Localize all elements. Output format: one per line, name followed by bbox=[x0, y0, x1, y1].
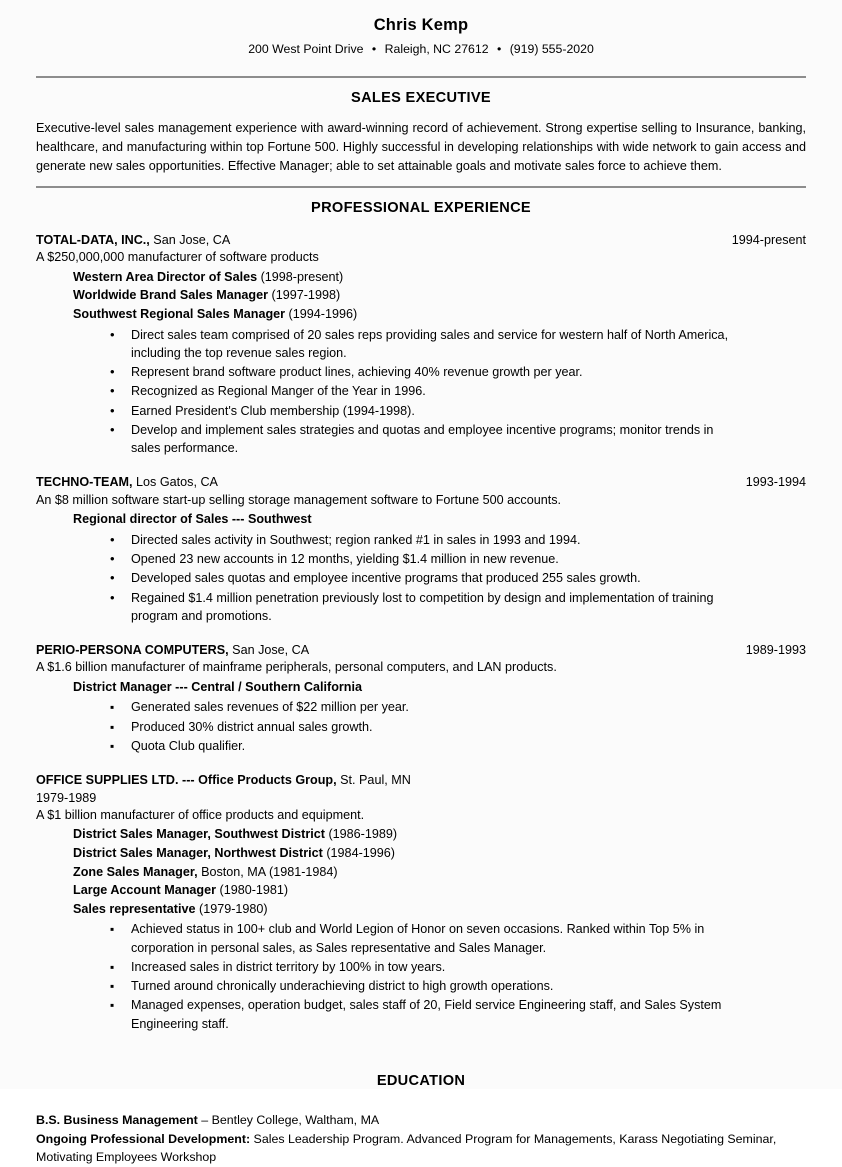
job-title-years: (1986-1989) bbox=[324, 827, 398, 842]
achievement-item: ▪ Turned around chronically underachieving district to high growth operations. bbox=[36, 977, 806, 995]
job-title: Southwest Regional Sales Manager bbox=[73, 307, 286, 322]
contact-phone: (919) 555-2020 bbox=[509, 41, 594, 56]
employer-description: A $1.6 billion manufacturer of mainframe peripherals, personal computers, and LAN products. bbox=[36, 660, 557, 675]
contact-city-state-zip: Raleigh, NC 27612 bbox=[384, 41, 489, 56]
job-title-list bbox=[36, 678, 806, 697]
job-title: Regional director of Sales --- Southwest bbox=[73, 512, 312, 527]
experience-entry-header bbox=[36, 642, 806, 659]
employment-dates: 1989-1993 bbox=[745, 643, 806, 658]
job-title-item bbox=[73, 844, 806, 863]
job-title-years: Boston, MA (1981-1984) bbox=[197, 864, 338, 879]
section-title-education: EDUCATION bbox=[376, 1072, 466, 1089]
employment-dates-secondary: 1979-1989 bbox=[36, 790, 97, 805]
summary-divider bbox=[36, 186, 806, 188]
achievement-item: • Develop and implement sales strategies and quotas and employee incentive programs; monitor trends in sales performance. bbox=[36, 421, 806, 458]
employer-location: San Jose, CA bbox=[149, 233, 231, 248]
employer-description: A $1 billion manufacturer of office products and equipment. bbox=[36, 807, 365, 822]
section-title-experience: PROFESSIONAL EXPERIENCE bbox=[311, 200, 531, 217]
education-label: Ongoing Professional Development: bbox=[36, 1131, 251, 1146]
education-list bbox=[36, 1111, 806, 1167]
job-title-item bbox=[73, 881, 806, 900]
summary-paragraph: Executive-level sales management experience with award-winning record of achievement. Strong expertise selling to Insurance, banking, healthcare, and manufacturing within top Fortune 500. Highly successful in developing relationships with wide network to gain access and generate new sales opportunities. Effective Manager; able to set attainable goals and motivate sales force to achieve them. bbox=[36, 120, 806, 173]
experience-list bbox=[36, 232, 806, 1033]
employment-dates: 1994-present bbox=[731, 233, 806, 248]
employer-description: An $8 million software start-up selling storage management software to Fortune 500 accounts. bbox=[36, 492, 562, 507]
employer-name: TECHNO-TEAM, bbox=[36, 475, 133, 490]
job-title-list bbox=[36, 268, 806, 324]
job-title: Sales representative bbox=[73, 901, 196, 916]
education-detail: – Bentley College, Waltham, MA bbox=[197, 1112, 380, 1127]
achievement-item: • Represent brand software product lines, achieving 40% revenue growth per year. bbox=[36, 363, 806, 381]
achievement-item: ▪ Managed expenses, operation budget, sales staff of 20, Field service Engineering staff, and Sales System Engineering staff. bbox=[36, 996, 806, 1033]
employer-name: TOTAL-DATA, INC., bbox=[36, 233, 150, 248]
contact-address: 200 West Point Drive bbox=[248, 41, 364, 56]
education-label: B.S. Business Management bbox=[36, 1112, 198, 1127]
education-item bbox=[36, 1130, 806, 1167]
education-item bbox=[36, 1111, 806, 1130]
candidate-name: Chris Kemp bbox=[373, 16, 469, 34]
headline-title: SALES EXECUTIVE bbox=[351, 89, 491, 106]
job-title-years: (1998-present) bbox=[257, 269, 344, 284]
achievement-list bbox=[36, 531, 806, 625]
achievement-item: ▪ Quota Club qualifier. bbox=[36, 737, 806, 755]
job-title: Worldwide Brand Sales Manager bbox=[73, 288, 269, 303]
job-title: Large Account Manager bbox=[73, 883, 216, 898]
employer-name: OFFICE SUPPLIES LTD. --- Office Products Group, bbox=[36, 773, 337, 788]
job-title-item bbox=[73, 863, 806, 882]
job-title-item bbox=[73, 510, 806, 529]
achievement-item: • Regained $1.4 million penetration previously lost to competition by design and implementation of training program and promotions. bbox=[36, 589, 806, 626]
achievement-list bbox=[36, 920, 806, 1033]
job-title-item bbox=[73, 286, 806, 305]
job-title-years: (1994-1996) bbox=[285, 307, 358, 322]
employment-dates: 1993-1994 bbox=[745, 475, 806, 490]
job-title-years: (1997-1998) bbox=[268, 288, 341, 303]
achievement-item: • Recognized as Regional Manger of the Year in 1996. bbox=[36, 382, 806, 400]
employer-location: San Jose, CA bbox=[228, 643, 310, 658]
achievement-item: • Earned President's Club membership (1994-1998). bbox=[36, 402, 806, 420]
education-detail: Sales Leadership Program. Advanced Program for Managements, Karass Negotiating Seminar, Motivating Employees Workshop bbox=[36, 1131, 777, 1165]
employer-line bbox=[36, 474, 746, 491]
job-title-item bbox=[73, 825, 806, 844]
achievement-item: ▪ Produced 30% district annual sales growth. bbox=[36, 718, 806, 736]
job-title: Western Area Director of Sales bbox=[73, 269, 258, 284]
experience-entry-header bbox=[36, 232, 806, 249]
job-title-years: (1984-1996) bbox=[322, 845, 395, 860]
employer-line bbox=[36, 232, 732, 249]
contact-line bbox=[36, 42, 806, 58]
experience-entry bbox=[36, 772, 806, 1033]
job-title-list bbox=[36, 510, 806, 529]
experience-entry bbox=[36, 474, 806, 625]
job-title-years: (1980-1981) bbox=[216, 883, 289, 898]
job-title: District Manager --- Central / Southern California bbox=[73, 679, 362, 694]
experience-entry bbox=[36, 642, 806, 755]
header-divider bbox=[36, 76, 806, 78]
employer-location: St. Paul, MN bbox=[336, 773, 411, 788]
achievement-item: • Directed sales activity in Southwest; region ranked #1 in sales in 1993 and 1994. bbox=[36, 531, 806, 549]
achievement-item: ▪ Achieved status in 100+ club and World Legion of Honor on seven occasions. Ranked within Top 5% in corporation in personal sales, as Sales representative and Sales Manager. bbox=[36, 920, 806, 957]
job-title: Zone Sales Manager, bbox=[73, 864, 198, 879]
job-title-item bbox=[73, 268, 806, 287]
achievement-item: ▪ Increased sales in district territory by 100% in tow years. bbox=[36, 958, 806, 976]
experience-entry-header bbox=[36, 474, 806, 491]
employer-location: Los Gatos, CA bbox=[132, 475, 218, 490]
achievement-item: • Direct sales team comprised of 20 sales reps providing sales and service for western half of North America, including the top revenue sales region. bbox=[36, 326, 806, 363]
employer-line bbox=[36, 772, 806, 789]
bullet-separator-icon: • bbox=[371, 41, 377, 56]
bullet-separator-icon: • bbox=[496, 41, 502, 56]
achievement-list bbox=[36, 698, 806, 755]
job-title-list bbox=[36, 825, 806, 918]
employer-description: A $250,000,000 manufacturer of software products bbox=[36, 250, 319, 265]
job-title: District Sales Manager, Southwest District bbox=[73, 827, 325, 842]
employer-name: PERIO-PERSONA COMPUTERS, bbox=[36, 643, 229, 658]
achievement-item: ▪ Generated sales revenues of $22 million per year. bbox=[36, 698, 806, 716]
job-title-item bbox=[73, 678, 806, 697]
achievement-list bbox=[36, 326, 806, 458]
achievement-item: • Opened 23 new accounts in 12 months, yielding $1.4 million in new revenue. bbox=[36, 550, 806, 568]
job-title-item bbox=[73, 305, 806, 324]
job-title-years: (1979-1980) bbox=[195, 901, 268, 916]
achievement-item: • Developed sales quotas and employee incentive programs that produced 255 sales growth. bbox=[36, 569, 806, 587]
employer-line bbox=[36, 642, 746, 659]
job-title: District Sales Manager, Northwest District bbox=[73, 845, 323, 860]
experience-entry-header bbox=[36, 772, 806, 789]
experience-entry bbox=[36, 232, 806, 457]
job-title-item bbox=[73, 900, 806, 919]
